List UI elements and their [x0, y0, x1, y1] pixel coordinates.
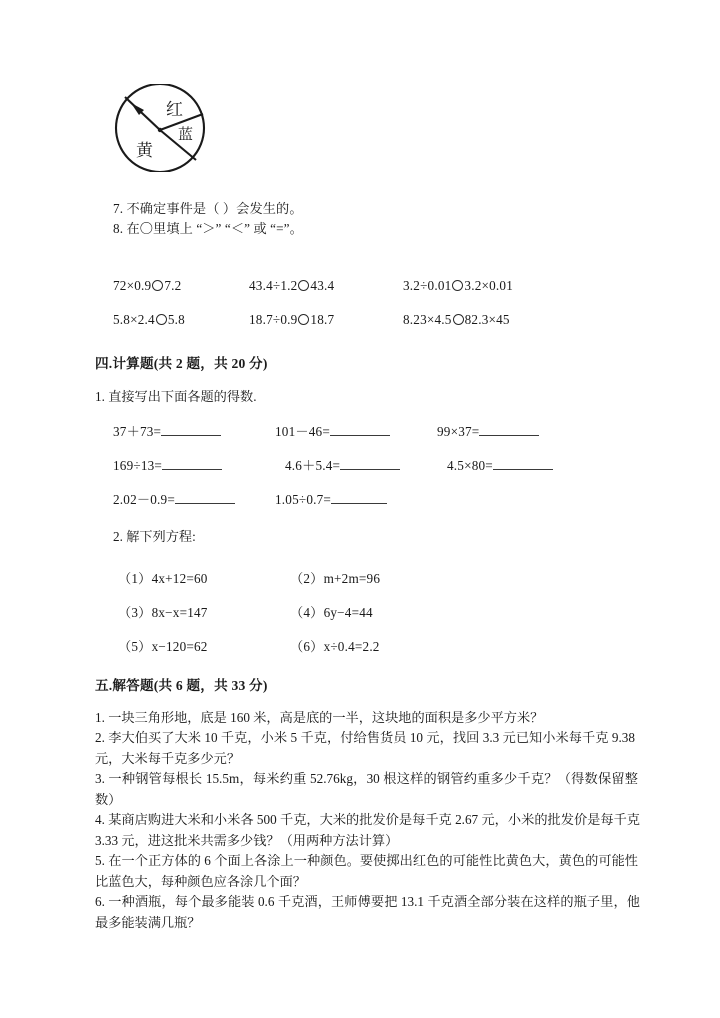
compare-circle[interactable]: [452, 280, 463, 291]
arithmetic-expression: 1.05÷0.7=: [275, 492, 332, 507]
comparison-r2c1: [113, 311, 185, 329]
section-heading-five: 五.解答题(共 6 题，共 33 分): [95, 678, 268, 693]
compare-circle[interactable]: [453, 314, 464, 325]
equation-2: （2）m+2m=96: [290, 571, 381, 586]
arithmetic-expression: 99×37=: [437, 424, 480, 439]
answer-blank[interactable]: [175, 503, 235, 504]
compare-circle[interactable]: [156, 314, 167, 325]
equation-3: （3）8x−x=147: [118, 605, 208, 620]
arithmetic-expression: 37＋73=: [113, 424, 162, 439]
spinner-diagram: [114, 84, 210, 172]
comparison-right: 82.3×45: [464, 312, 510, 327]
question-item-8: 8. 在〇里填上 “＞” “＜” 或 “=”。: [113, 221, 303, 236]
arithmetic-r1c2: [275, 423, 390, 441]
word-problem-2: 2. 李大伯买了大米 10 千克，小米 5 千克，付给售货员 10 元，找回 3.3 元已知小米每千克 9.38 元，大米每千克多少元？: [95, 730, 635, 766]
comparison-r2c2: [249, 311, 334, 329]
equation-4: （4）6y−4=44: [290, 605, 373, 620]
arithmetic-r3c1: [113, 491, 235, 509]
arithmetic-expression: 4.6＋5.4=: [285, 458, 341, 473]
section-heading-four: 四.计算题(共 2 题，共 20 分): [95, 356, 268, 371]
comparison-r1c2: [249, 277, 334, 295]
comparison-left: 18.7÷0.9: [249, 312, 298, 327]
spinner-label-blue: 蓝: [178, 127, 194, 143]
compare-circle[interactable]: [298, 314, 309, 325]
equation-6: （6）x÷0.4=2.2: [290, 639, 380, 654]
compare-circle[interactable]: [298, 280, 309, 291]
word-problem-4: 4. 某商店购进大米和小米各 500 千克，大米的批发价是每千克 2.67 元，小米的批发价是每千克 3.33 元，进这批米共需多少钱？（用两种方法计算）: [95, 812, 640, 848]
word-problem-3: 3. 一种钢管每根长 15.5m，每米约重 52.76kg，30 根这样的钢管约重多少千克？（得数保留整数）: [95, 771, 638, 807]
arithmetic-expression: 169÷13=: [113, 458, 163, 473]
prompt-direct-answers: 1. 直接写出下面各题的得数.: [95, 389, 257, 404]
answer-blank[interactable]: [479, 435, 539, 436]
answer-blank[interactable]: [162, 469, 222, 470]
arithmetic-expression: 101－46=: [275, 424, 330, 439]
prompt-solve-equations: 2. 解下列方程:: [113, 529, 196, 544]
question-item-7: 7. 不确定事件是（ ）会发生的。: [113, 201, 303, 216]
comparison-right: 3.2×0.01: [464, 278, 514, 293]
arithmetic-r1c3: [437, 423, 539, 441]
word-problem-1: 1. 一块三角形地，底是 160 米，高是底的一半，这块地的面积是多少平方米？: [95, 710, 544, 725]
comparison-left: 72×0.9: [113, 278, 152, 293]
comparison-r2c3: [403, 311, 510, 329]
comparison-r1c1: [113, 277, 181, 295]
comparison-right: 7.2: [164, 278, 182, 293]
compare-circle[interactable]: [152, 280, 163, 291]
comparison-left: 3.2÷0.01: [403, 278, 452, 293]
arithmetic-r2c1: [113, 457, 222, 475]
arithmetic-expression: 2.02－0.9=: [113, 492, 175, 507]
comparison-right: 18.7: [310, 312, 335, 327]
comparison-left: 43.4÷1.2: [249, 278, 298, 293]
arithmetic-r3c2: [275, 491, 387, 509]
arithmetic-r1c1: [113, 423, 221, 441]
comparison-right: 5.8: [167, 312, 185, 327]
answer-blank[interactable]: [331, 503, 387, 504]
equation-5: （5）x−120=62: [118, 639, 208, 654]
comparison-right: 43.4: [310, 278, 335, 293]
word-problem-5: 5. 在一个正方体的 6 个面上各涂上一种颜色。要使掷出红色的可能性比黄色大，黄色的可能性比蓝色大，每种颜色应各涂几个面？: [95, 853, 638, 889]
equation-1: （1）4x+12=60: [118, 571, 208, 586]
arithmetic-r2c2: [285, 457, 400, 475]
arithmetic-r2c3: [447, 457, 553, 475]
answer-blank[interactable]: [330, 435, 390, 436]
comparison-r1c3: [403, 277, 513, 295]
answer-blank[interactable]: [493, 469, 553, 470]
spinner-label-yellow: 黄: [136, 141, 153, 160]
answer-blank[interactable]: [161, 435, 221, 436]
spinner-label-red: 红: [166, 100, 183, 119]
answer-blank[interactable]: [340, 469, 400, 470]
arithmetic-expression: 4.5×80=: [447, 458, 493, 473]
comparison-left: 8.23×4.5: [403, 312, 452, 327]
comparison-left: 5.8×2.4: [113, 312, 155, 327]
word-problem-6: 6. 一种酒瓶，每个最多能装 0.6 千克酒，王师傅要把 13.1 千克酒全部分装在这样的瓶子里，他最多能装满几瓶？: [95, 894, 640, 930]
